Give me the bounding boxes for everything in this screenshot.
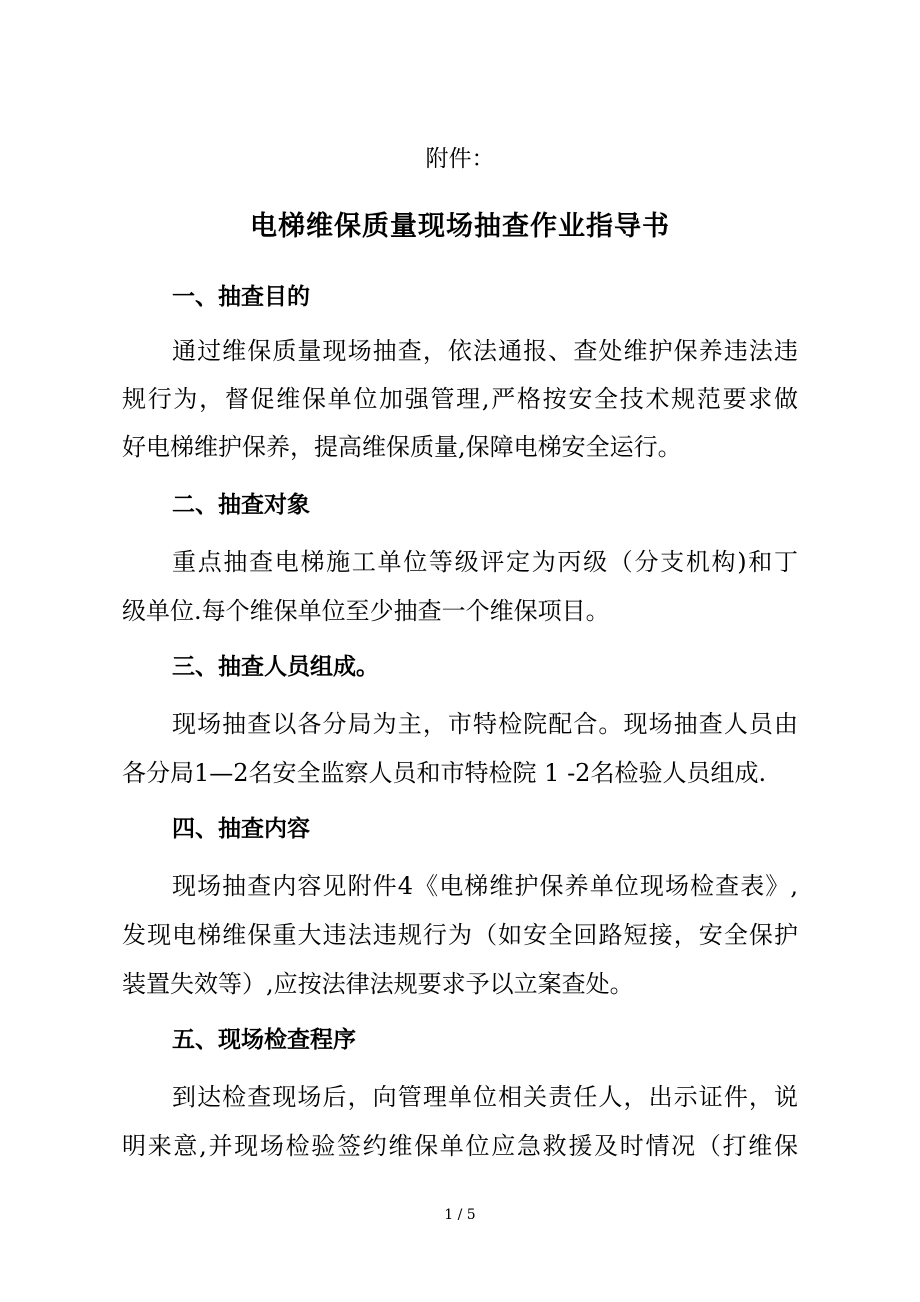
document-title: 电梯维保质量现场抽查作业指导书	[250, 211, 670, 242]
paragraph-line: 级单位.每个维保单位至少抽查一个维保项目。	[122, 597, 610, 625]
paragraph-line: 重点抽查电梯施工单位等级评定为丙级（分支机构)和丁	[172, 548, 798, 576]
paragraph-line: 装置失效等）,应按法律法规要求予以立案查处。	[122, 970, 634, 998]
paragraph-line: 现场抽查以各分局为主，市特检院配合。现场抽查人员由	[172, 710, 798, 738]
section-heading-procedure: 五、现场检查程序	[172, 1027, 356, 1053]
paragraph-line: 规行为，督促维保单位加强管理,严格按安全技术规范要求做	[122, 385, 798, 413]
section-heading-purpose: 一、抽查目的	[172, 284, 310, 310]
paragraph-line: 好电梯维护保养，提高维保质量,保障电梯安全运行。	[122, 433, 682, 461]
paragraph-line: 现场抽查内容见附件4《电梯维护保养单位现场检查表》,	[172, 872, 798, 900]
paragraph-line: 各分局1—2名安全监察人员和市特检院 1 -2名检验人员组成.	[122, 759, 767, 787]
section-heading-content: 四、抽查内容	[172, 816, 310, 842]
paragraph-line: 到达检查现场后，向管理单位相关责任人，出示证件，说	[172, 1083, 798, 1111]
paragraph-line: 明来意,并现场检验签约维保单位应急救援及时情况（打维保	[122, 1132, 798, 1160]
paragraph-line: 通过维保质量现场抽查，依法通报、查处维护保养违法违	[172, 337, 798, 365]
attachment-label: 附件：	[425, 146, 495, 172]
page-number: 1 / 5	[444, 1207, 476, 1223]
paragraph-line: 发现电梯维保重大违法违规行为（如安全回路短接，安全保护	[122, 921, 798, 949]
section-heading-staff: 三、抽查人员组成。	[172, 654, 379, 680]
section-heading-targets: 二、抽查对象	[172, 492, 310, 518]
